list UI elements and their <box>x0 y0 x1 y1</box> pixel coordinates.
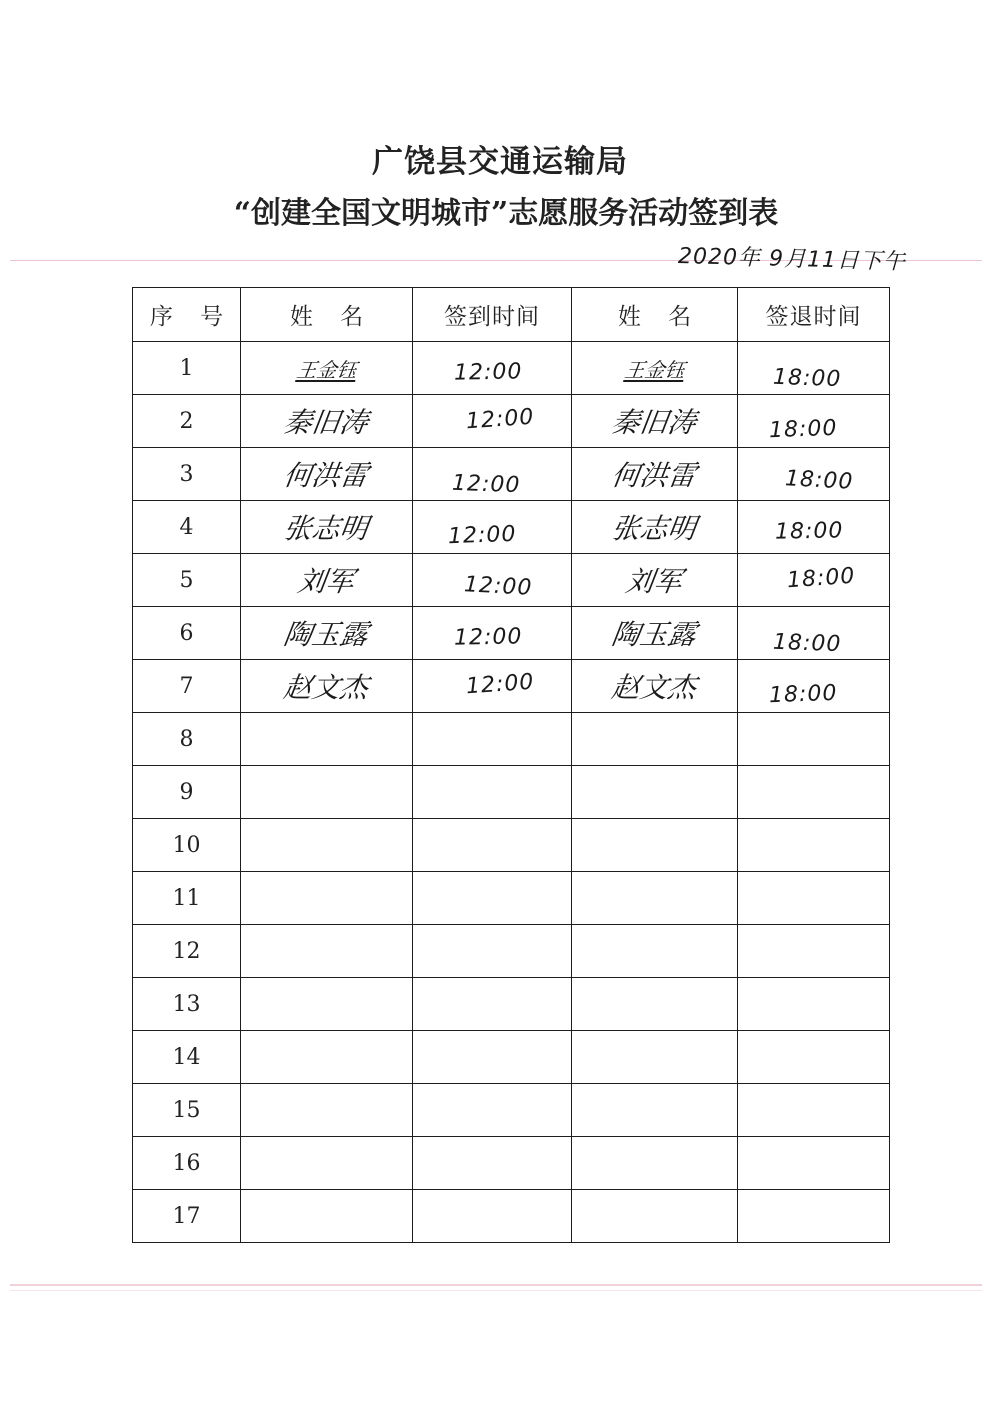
sign-out-name-cell <box>572 342 738 395</box>
table-body <box>133 342 890 1243</box>
sign-in-name-cell <box>241 978 413 1031</box>
sign-in-name-cell <box>241 872 413 925</box>
sign-out-name-cell <box>572 766 738 819</box>
handwritten-signature: 陶玉露 <box>281 618 371 651</box>
sign-in-name-cell <box>241 607 413 660</box>
handwritten-signature: 张志明 <box>609 512 699 545</box>
sign-in-time-cell <box>413 660 572 713</box>
sign-in-name-cell <box>241 342 413 395</box>
handwritten-time: 18:00 <box>786 563 857 593</box>
column-header-sign-in-time: 签到时间 <box>413 288 572 342</box>
sign-out-time-cell <box>738 819 890 872</box>
table-row <box>133 607 890 660</box>
handwritten-time: 12:00 <box>451 470 521 498</box>
sign-out-time-cell <box>738 1137 890 1190</box>
sign-in-name-cell <box>241 501 413 554</box>
sign-out-time-cell <box>738 978 890 1031</box>
table-row <box>133 660 890 713</box>
sign-in-time-cell <box>413 448 572 501</box>
sign-in-time-cell <box>413 501 572 554</box>
table-row <box>133 1084 890 1137</box>
sign-in-time-cell <box>413 554 572 607</box>
handwritten-time: 12:00 <box>465 404 535 434</box>
sign-in-name-cell <box>241 1084 413 1137</box>
sign-out-time-cell <box>738 554 890 607</box>
sign-in-name-cell <box>241 554 413 607</box>
handwritten-time: 18:00 <box>768 415 839 443</box>
handwritten-signature: 陶玉露 <box>609 618 699 651</box>
row-number: 2 <box>133 395 241 448</box>
row-number: 13 <box>133 978 241 1031</box>
handwritten-signature: 刘军 <box>623 565 685 598</box>
table-row <box>133 713 890 766</box>
table-row <box>133 1031 890 1084</box>
sign-in-time-cell <box>413 607 572 660</box>
sign-out-time-cell <box>738 872 890 925</box>
sign-in-time-cell <box>413 1190 572 1243</box>
sign-in-name-cell <box>241 1190 413 1243</box>
sign-in-time-cell <box>413 342 572 395</box>
sign-in-name-cell <box>241 1031 413 1084</box>
table-row <box>133 978 890 1031</box>
handwritten-time: 18:00 <box>775 517 844 545</box>
table-row <box>133 501 890 554</box>
handwritten-signature: 张志明 <box>281 512 371 545</box>
sign-in-name-cell <box>241 660 413 713</box>
sign-out-name-cell <box>572 1190 738 1243</box>
sign-in-name-cell <box>241 819 413 872</box>
handwritten-time: 18:00 <box>772 364 843 392</box>
sign-out-name-cell <box>572 660 738 713</box>
sign-out-name-cell <box>572 978 738 1031</box>
sign-in-name-cell <box>241 713 413 766</box>
row-number: 8 <box>133 713 241 766</box>
handwritten-signature: 刘军 <box>295 565 357 598</box>
sign-in-time-cell <box>413 872 572 925</box>
sign-in-name-cell <box>241 1137 413 1190</box>
row-number: 9 <box>133 766 241 819</box>
sign-in-name-cell <box>241 448 413 501</box>
handwritten-time: 12:00 <box>465 669 535 699</box>
sign-in-name-cell <box>241 395 413 448</box>
sign-out-time-cell <box>738 501 890 554</box>
row-number: 16 <box>133 1137 241 1190</box>
sign-out-name-cell <box>572 395 738 448</box>
sign-in-table <box>132 287 890 1243</box>
sign-out-name-cell <box>572 607 738 660</box>
handwritten-time: 12:00 <box>447 521 517 549</box>
row-number: 7 <box>133 660 241 713</box>
handwritten-signature: 何洪雷 <box>281 459 371 492</box>
table-row <box>133 1137 890 1190</box>
page-rule-bottom-faint <box>10 1290 982 1291</box>
document-subtitle: “创建全国文明城市”志愿服务活动签到表 <box>233 196 779 231</box>
sign-out-name-cell <box>572 819 738 872</box>
sign-in-name-cell <box>241 766 413 819</box>
table-row <box>133 872 890 925</box>
table-row <box>133 819 890 872</box>
handwritten-date: 2020年 9月11日下午 <box>677 243 907 275</box>
handwritten-signature: 秦旧涛 <box>281 406 371 439</box>
sign-in-time-cell <box>413 978 572 1031</box>
sign-out-time-cell <box>738 713 890 766</box>
table-row <box>133 448 890 501</box>
sign-in-time-cell <box>413 395 572 448</box>
row-number: 5 <box>133 554 241 607</box>
table-header-row <box>133 288 890 342</box>
row-number: 14 <box>133 1031 241 1084</box>
page-rule-bottom <box>10 1284 982 1286</box>
column-header-sign-out-time: 签退时间 <box>738 288 890 342</box>
sign-out-time-cell <box>738 1084 890 1137</box>
sign-out-time-cell <box>738 660 890 713</box>
column-header-name-out: 姓 名 <box>572 288 738 342</box>
table-row <box>133 766 890 819</box>
handwritten-time: 12:00 <box>453 358 523 386</box>
sign-out-name-cell <box>572 1137 738 1190</box>
table-row <box>133 1190 890 1243</box>
column-header-name-in: 姓 名 <box>241 288 413 342</box>
sign-out-time-cell <box>738 1190 890 1243</box>
handwritten-signature: 王金钰 <box>622 357 686 382</box>
handwritten-time: 18:00 <box>784 465 855 495</box>
sign-out-name-cell <box>572 554 738 607</box>
sign-out-name-cell <box>572 501 738 554</box>
sign-out-time-cell <box>738 448 890 501</box>
row-number: 10 <box>133 819 241 872</box>
sign-out-name-cell <box>572 1084 738 1137</box>
sign-out-time-cell <box>738 925 890 978</box>
sign-in-time-cell <box>413 766 572 819</box>
row-number: 1 <box>133 342 241 395</box>
handwritten-signature: 秦旧涛 <box>609 406 699 439</box>
document-title: 广饶县交通运输局 <box>372 144 628 180</box>
sign-in-time-cell <box>413 1084 572 1137</box>
table-row <box>133 925 890 978</box>
row-number: 15 <box>133 1084 241 1137</box>
handwritten-time: 12:00 <box>453 623 523 651</box>
sign-in-time-cell <box>413 925 572 978</box>
table-row <box>133 554 890 607</box>
sign-in-time-cell <box>413 713 572 766</box>
sign-out-name-cell <box>572 1031 738 1084</box>
handwritten-time: 12:00 <box>463 571 533 601</box>
sign-out-name-cell <box>572 448 738 501</box>
sign-in-time-cell <box>413 819 572 872</box>
sign-in-time-cell <box>413 1137 572 1190</box>
handwritten-time: 18:00 <box>772 629 843 657</box>
handwritten-time: 18:00 <box>768 680 839 708</box>
table-row <box>133 395 890 448</box>
sign-out-name-cell <box>572 872 738 925</box>
row-number: 3 <box>133 448 241 501</box>
handwritten-signature: 何洪雷 <box>609 459 699 492</box>
column-header-number: 序 号 <box>133 288 241 342</box>
row-number: 17 <box>133 1190 241 1243</box>
sign-out-name-cell <box>572 713 738 766</box>
handwritten-signature: 赵文杰 <box>609 671 699 704</box>
sign-in-name-cell <box>241 925 413 978</box>
row-number: 11 <box>133 872 241 925</box>
row-number: 6 <box>133 607 241 660</box>
sign-out-time-cell <box>738 607 890 660</box>
sign-out-time-cell <box>738 342 890 395</box>
sign-out-time-cell <box>738 766 890 819</box>
handwritten-signature: 赵文杰 <box>281 671 371 704</box>
row-number: 12 <box>133 925 241 978</box>
row-number: 4 <box>133 501 241 554</box>
handwritten-signature: 王金钰 <box>294 357 358 382</box>
sign-out-name-cell <box>572 925 738 978</box>
sign-out-time-cell <box>738 1031 890 1084</box>
sign-out-time-cell <box>738 395 890 448</box>
table-row <box>133 342 890 395</box>
sign-in-time-cell <box>413 1031 572 1084</box>
